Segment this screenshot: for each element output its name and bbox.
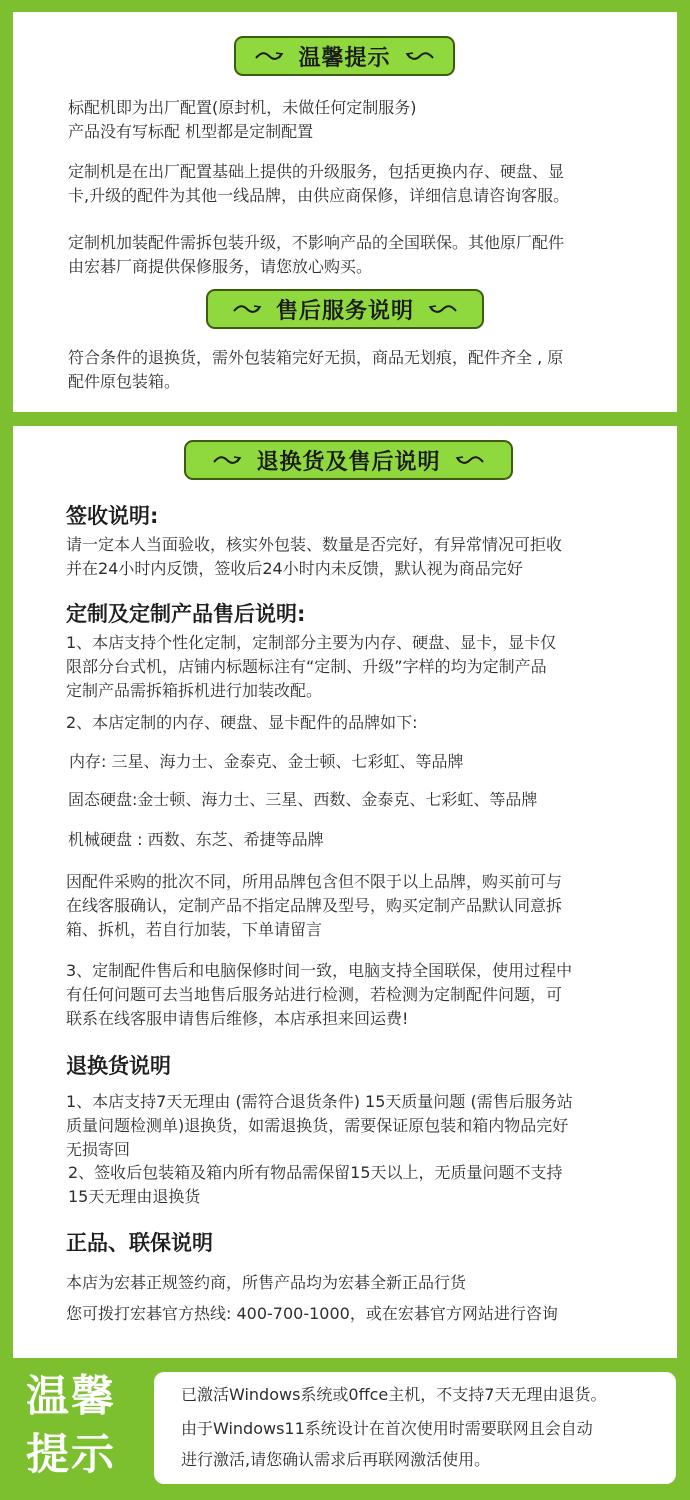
return-item-2: 2、签收后包装箱及箱内所有物品需保留15天以上，无质量问题不支持 15天无理由退换货 [68, 1163, 563, 1206]
service-paragraph: 符合条件的退换货，需外包装箱完好无损，商品无划痕，配件齐全 , 原 配件原包装箱。 [68, 348, 564, 391]
returns-panel [13, 426, 677, 1358]
notice-paragraph-3: 定制机加装配件需拆包装升级，不影响产品的全国联保。其他原厂配件 由宏碁厂商提供保修服务，请您放心购买。 [68, 233, 565, 276]
genuine-heading: 正品、联保说明 [66, 1231, 213, 1255]
notice-paragraph-1: 标配机即为出厂配置(原封机，未做任何定制服务) 产品没有写标配 机型都是定制配置 [68, 98, 417, 141]
footer-notice-label: 温馨 提示 [26, 1372, 116, 1480]
return-item-1: 1、本店支持7天无理由 (需符合退货条件) 15天质量问题 (需售后服务站 质量问题检测单)退换货，如需退换货，需要保证原包装和箱内物品完好 无损寄回 [66, 1092, 573, 1159]
returns-title: 退换货及售后说明 [256, 449, 441, 475]
wave-ornament-icon [232, 302, 266, 316]
brand-ssd: 固态硬盘:金士顿、海力士、三星、西数、金泰克、七彩虹、等品牌 [68, 790, 538, 809]
notice-paragraph-2: 定制机是在出厂配置基础上提供的升级服务，包括更换内存、硬盘、显 卡,升级的配件为其他一线品牌，由供应商保修，详细信息请咨询客服。 [68, 162, 570, 205]
wave-ornament-icon [401, 49, 435, 63]
custom-item-1: 1、本店支持个性化定制，定制部分主要为内存、硬盘、显卡，显卡仅 限部分台式机，店铺内标题标注有“定制、升级”字样的均为定制产品 定制产品需拆箱拆机进行加装改配。 [66, 633, 557, 700]
sign-text: 请一定本人当面验收，核实外包装、数量是否完好，有异常情况可拒收 并在24小时内反馈，签收后24小时内未反馈，默认视为商品完好 [66, 535, 563, 578]
footer-line-1: 已激活Windows系统或0ffce主机，不支持7天无理由退货。 [181, 1385, 607, 1404]
custom-item-2: 2、本店定制的内存、硬盘、显卡配件的品牌如下: [66, 713, 418, 732]
brand-note: 因配件采购的批次不同，所用品牌包含但不限于以上品牌，购买前可与 在线客服确认，定制产品不指定品牌及型号，购买定制产品默认同意拆 箱、拆机，若自行加装，下单请留言 [66, 872, 563, 939]
sign-heading: 签收说明: [66, 504, 159, 528]
service-title-banner [206, 289, 484, 329]
genuine-line-2: 您可拨打宏碁官方热线: 400-700-1000，或在宏碁官方网站进行咨询 [66, 1304, 558, 1323]
brand-memory: 内存: 三星、海力士、金泰克、金士顿、七彩虹、等品牌 [69, 752, 464, 771]
wave-ornament-icon [424, 302, 458, 316]
service-title: 售后服务说明 [275, 298, 414, 324]
custom-item-3: 3、定制配件售后和电脑保修时间一致，电脑支持全国联保，使用过程中 有任何问题可去当地售后服务站进行检测，若检测为定制配件问题，可 联系在线客服申请售后维修，本店承担来回运费! [66, 961, 573, 1028]
wave-ornament-icon [254, 49, 288, 63]
genuine-line-1: 本店为宏碁正规签约商，所售产品均为宏碁全新正品行货 [66, 1273, 467, 1292]
brand-hdd: 机械硬盘 : 西数、东芝、希捷等品牌 [68, 830, 324, 849]
wave-ornament-icon [212, 453, 246, 467]
notice-title-banner [234, 36, 455, 76]
return-heading: 退换货说明 [66, 1054, 171, 1078]
footer-line-2: 由于Windows11系统设计在首次使用时需要联网且会自动 [181, 1419, 593, 1438]
notice-panel [13, 12, 677, 412]
notice-title: 温馨提示 [298, 45, 391, 71]
custom-heading: 定制及定制产品售后说明: [66, 602, 306, 626]
footer-notice-box [154, 1372, 676, 1484]
footer-line-3: 进行激活,请您确认需求后再联网激活使用。 [181, 1450, 491, 1469]
wave-ornament-icon [451, 453, 485, 467]
returns-title-banner [184, 440, 513, 480]
